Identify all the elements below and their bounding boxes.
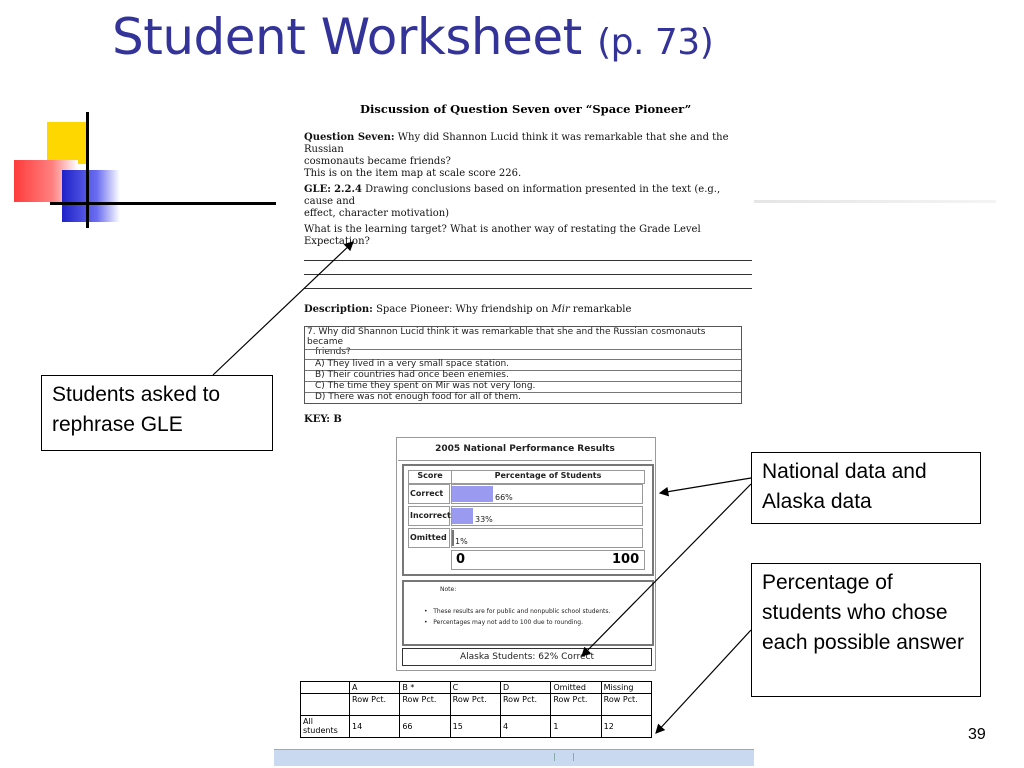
table-cell: 12 <box>601 716 651 738</box>
axis-min: 0 <box>456 552 466 567</box>
page-number: 39 <box>968 726 986 743</box>
slide-title-page: (p. 73) <box>597 22 714 63</box>
table-header: D <box>500 682 550 694</box>
table-cell: 4 <box>500 716 550 738</box>
alaska-correct-box: Alaska Students: 62% Correct <box>402 648 652 666</box>
col-score-header: Score <box>408 470 452 484</box>
description-text: Space Pioneer: Why friendship on <box>376 304 549 315</box>
table-cell: 66 <box>400 716 450 738</box>
table-row-label: All students <box>301 716 350 738</box>
table-subheader: Row Pct. <box>601 694 651 716</box>
worksheet-heading: Discussion of Question Seven over “Space Pioneer” <box>360 102 692 116</box>
arrow-to-learning-target <box>213 242 353 375</box>
table-header: Omitted <box>551 682 601 694</box>
gle-label: GLE: <box>304 184 331 195</box>
slide-title-main: Student Worksheet <box>112 8 582 66</box>
question-text: Why did Shannon Lucid think it was remarkable that she and the Russian <box>304 132 729 155</box>
table-subheader: Row Pct. <box>450 694 500 716</box>
option-row: A) They lived in a very small space station. <box>305 359 741 370</box>
question-stem-text: 7. Why did Shannon Lucid think it was remarkable that she and the Russian cosmonauts became <box>307 327 706 347</box>
description-label: Description: <box>304 304 373 315</box>
score-label: Correct <box>408 484 450 504</box>
note-item: • These results are for public and nonpublic school students. <box>424 608 611 615</box>
callout-national-data: National data and Alaska data <box>751 452 981 524</box>
description-end: remarkable <box>572 304 632 315</box>
callout-percentage: Percentage of students who chose each possible answer <box>751 563 981 697</box>
arrow-to-alaska-results <box>582 484 751 656</box>
col-pct-header: Percentage of Students <box>451 470 645 484</box>
table-header: C <box>450 682 500 694</box>
gle-code: 2.2.4 <box>334 184 362 195</box>
item-map-text: This is on the item map at scale score 226. <box>304 168 522 179</box>
table-subheader: Row Pct. <box>551 694 601 716</box>
table-header: Missing <box>601 682 651 694</box>
callout-rephrase-gle: Students asked to rephrase GLE <box>41 375 273 451</box>
question-label: Question Seven: <box>304 132 395 143</box>
note-text: Percentages may not add to 100 due to rounding. <box>433 619 584 626</box>
table-cell: 15 <box>450 716 500 738</box>
option-row: B) Their countries had once been enemies. <box>305 370 741 381</box>
table-header: B * <box>400 682 450 694</box>
national-results-title: 2005 National Performance Results <box>435 444 615 454</box>
score-label: Omitted <box>408 528 450 548</box>
notes-label: Note: <box>440 586 457 593</box>
option-row: C) The time they spent on Mir was not very long. <box>305 381 741 392</box>
table-subheader: Row Pct. <box>500 694 550 716</box>
option-row: D) There was not enough food for all of them. <box>305 392 741 403</box>
gle-text-2: effect, character motivation) <box>304 208 450 219</box>
arrow-to-answer-table <box>656 630 751 733</box>
axis-max: 100 <box>612 552 640 567</box>
table-cell: 1 <box>551 716 601 738</box>
question-stem-text-2: friends? <box>315 347 351 357</box>
learning-target-question: What is the learning target? What is another way of restating the Grade Level Expectation? <box>304 224 701 247</box>
percentage-label: 1% <box>455 537 468 546</box>
percentage-label: 66% <box>495 493 513 502</box>
answer-key: KEY: B <box>304 414 342 425</box>
table-cell: 14 <box>350 716 400 738</box>
note-item: • Percentages may not add to 100 due to rounding. <box>424 619 584 626</box>
arrow-to-national-results <box>660 478 751 493</box>
table-header: A <box>350 682 400 694</box>
table-subheader: Row Pct. <box>350 694 400 716</box>
note-text: These results are for public and nonpublic school students. <box>433 608 611 615</box>
percentage-label: 33% <box>475 515 493 524</box>
description-italic: Mir <box>551 304 570 315</box>
question-text-2: cosmonauts became friends? <box>304 156 451 167</box>
gle-text: Drawing conclusions based on information presented in the text (e.g., cause and <box>304 184 721 207</box>
table-subheader: Row Pct. <box>400 694 450 716</box>
score-label: Incorrect <box>408 506 450 526</box>
